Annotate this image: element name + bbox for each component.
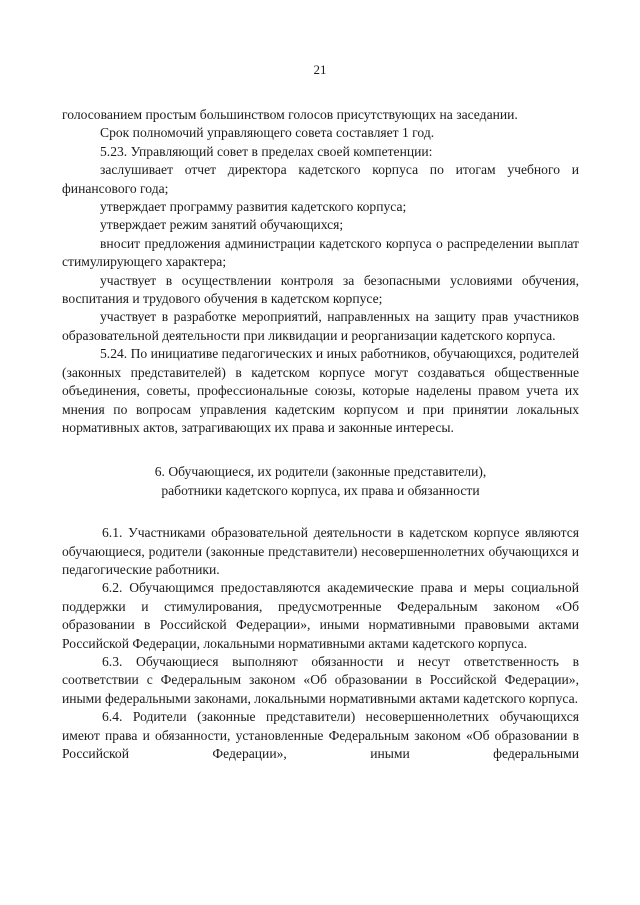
paragraph: участвует в осуществлении контроля за безопасными условиями обучения, воспитания и трудового обучения в кадетском корпусе; — [62, 272, 579, 307]
paragraph: заслушивает отчет директора кадетского корпуса по итогам учебного и финансового года; — [62, 162, 579, 196]
section-heading — [62, 463, 579, 500]
paragraph: 6.2. Обучающимся предоставляются академические права и меры социальной поддержки и стимулирования, предусмотренные Федеральным законом «Об образовании в Российской Федерации», иными нормативными правовыми актами Российской Федерации, локальными нормативными актами кадетского корпуса. — [62, 580, 579, 651]
paragraph: 5.24. По инициативе педагогических и иных работников, обучающихся, родителей (законных представителей) в кадетском корпусе могут создаваться общественные объединения, советы, профессиональные союзы, которые наделены правом учета их мнения по вопросам управления кадетским корпусом и при принятии локальных нормативных актов, затрагивающих их права и законные интересы. — [62, 346, 579, 435]
paragraphs-before — [62, 106, 579, 437]
paragraph: 5.23. Управляющий совет в пределах своей компетенции: — [100, 143, 433, 159]
section-heading-line: работники кадетского корпуса, их права и обязанности — [161, 482, 480, 498]
page-number: 21 — [313, 62, 327, 77]
paragraph: Срок полномочий управляющего совета составляет 1 год. — [100, 125, 435, 141]
paragraph: 6.3. Обучающиеся выполняют обязанности и несут ответственность в соответствии с Федеральным законом «Об образовании в Российской Федерации», иными федеральными законами, локальными нормативными актами кадетского корпуса. — [62, 653, 579, 706]
paragraph: 6.4. Родители (законные представители) несовершеннолетних обучающихся имеют права и обязанности, установленные Федеральным законом «Об образовании в Российской Федерации», иными федеральными — [62, 709, 579, 761]
paragraph: утверждает режим занятий обучающихся; — [100, 217, 344, 233]
paragraph: утверждает программу развития кадетского корпуса; — [100, 199, 407, 215]
document-body — [62, 106, 579, 763]
paragraphs-after — [62, 524, 579, 763]
paragraph: голосованием простым большинством голосов присутствующих на заседании. — [62, 107, 518, 122]
paragraph: участвует в разработке мероприятий, направленных на защиту прав участников образовательной деятельности при ликвидации и реорганизации кадетского корпуса. — [62, 309, 579, 343]
paragraph: 6.1. Участниками образовательной деятельности в кадетском корпусе являются обучающиеся, родители (законные представители) несовершеннолетних обучающихся и педагогические работники. — [62, 525, 579, 577]
section-heading-line: 6. Обучающиеся, их родители (законные представители), — [154, 464, 487, 480]
paragraph: вносит предложения администрации кадетского корпуса о распределении выплат стимулирующего характера; — [62, 235, 579, 270]
